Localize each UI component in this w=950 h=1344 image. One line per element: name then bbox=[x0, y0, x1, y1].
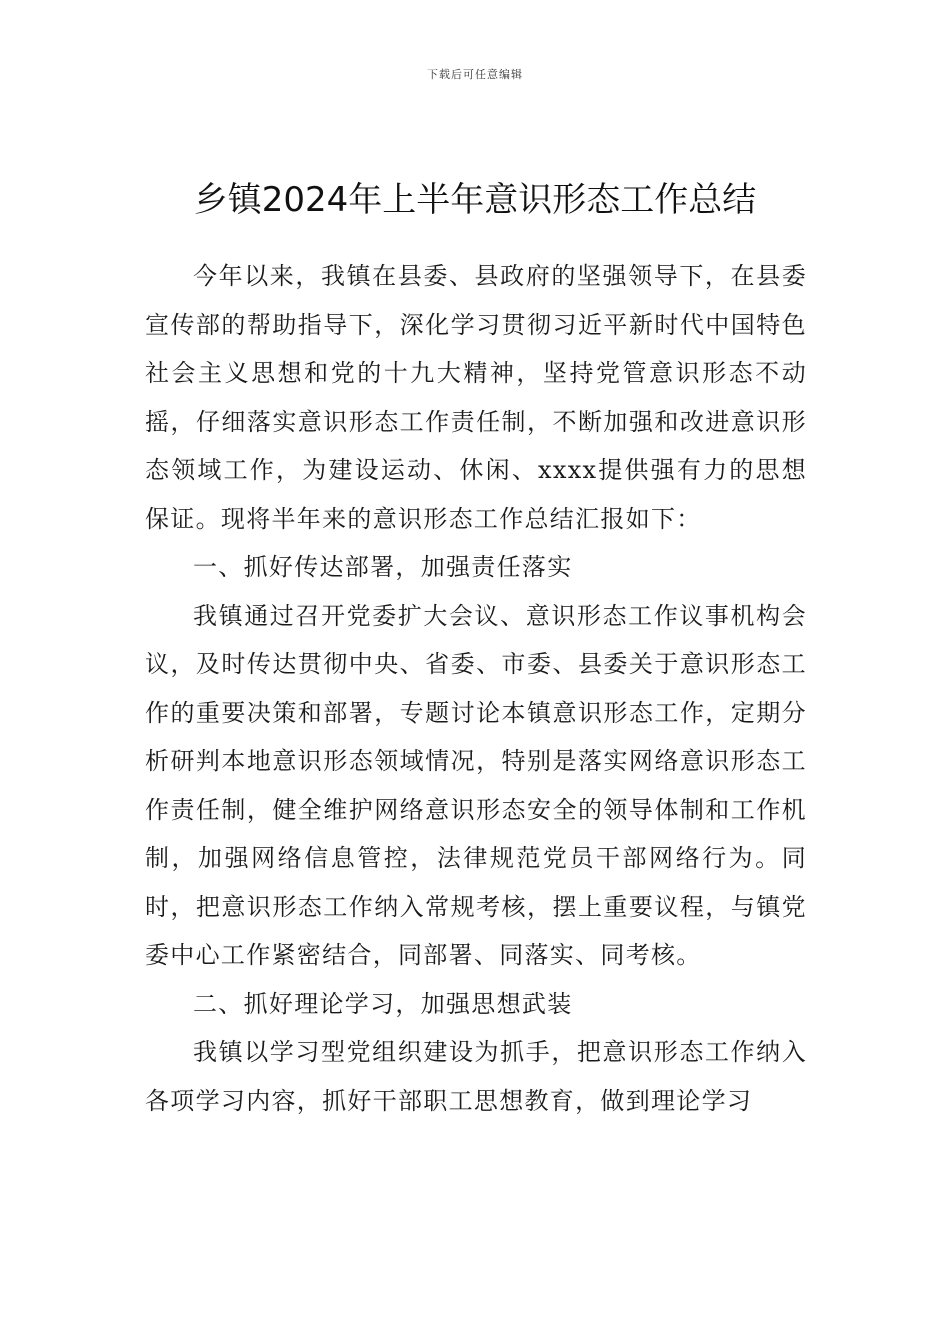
section-heading-2: 二、抓好理论学习，加强思想武装 bbox=[193, 989, 573, 1018]
intro-paragraph: 今年以来，我镇在县委、县政府的坚强领导下，在县委宣传部的帮助指导下，深化学习贯彻习近平新时代中国特色社会主义思想和党的十九大精神，坚持党管意识形态不动摇，仔细落实意识形态工作责任制，不断加强和改进意识形态领域工作，为建设运动、休闲、xxxx提供强有力的思想保证。现将半年来的意识形态工作总结汇报如下： bbox=[145, 262, 807, 533]
document-body bbox=[145, 252, 807, 1125]
header-note: 下载后可任意编辑 bbox=[427, 68, 523, 81]
document-title: 乡镇2024年上半年意识形态工作总结 bbox=[193, 180, 757, 220]
section-heading-1: 一、抓好传达部署，加强责任落实 bbox=[193, 553, 573, 581]
section-2-paragraph: 我镇以学习型党组织建设为抓手，把意识形态工作纳入各项学习内容，抓好干部职工思想教育，做到理论学习 bbox=[145, 1038, 807, 1115]
section-1-paragraph: 我镇通过召开党委扩大会议、意识形态工作议事机构会议，及时传达贯彻中央、省委、市委、县委关于意识形态工作的重要决策和部署，专题讨论本镇意识形态工作，定期分析研判本地意识形态领域情况，特别是落实网络意识形态工作责任制，健全维护网络意识形态安全的领导体制和工作机制，加强网络信息管控，法律规范党员干部网络行为。同时，把意识形态工作纳入常规考核，摆上重要议程，与镇党委中心工作紧密结合，同部署、同落实、同考核。 bbox=[145, 601, 807, 969]
